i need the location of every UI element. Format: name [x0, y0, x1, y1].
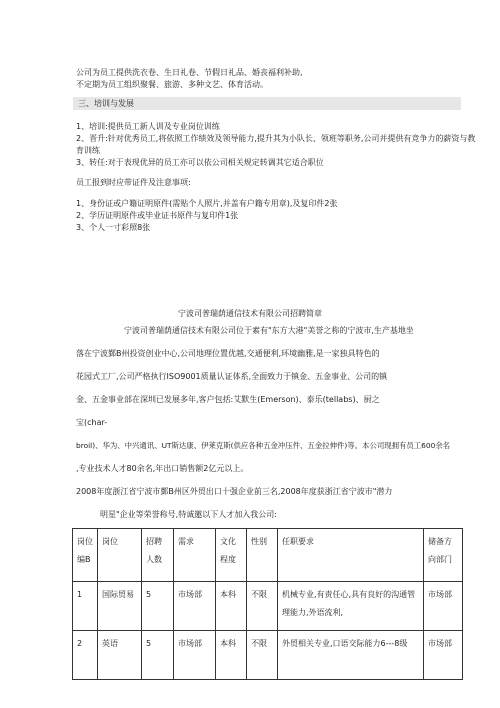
cell-education: 本科 [216, 631, 247, 680]
recruit-line-2: 落在宁波鄞B州投资创业中心,公司地理位置优越,交通便利,环境幽雅,是一家独具特色的 [76, 349, 380, 358]
cell-demand: 市场部 [174, 631, 216, 680]
docs-item-1: 1、身份证或户籍证明原件(需贴个人照片,并盖有户籍专用章),及复印件2张 [76, 199, 338, 208]
recruit-line-8: 2008年度浙江省宁波市鄞B州区外贸出口十强企业前三名,2008年度获浙江省宁波市"潜力 [76, 487, 393, 496]
intro-line-2: 不定期为员工组织聚餐、旅游、多种文艺、体育活动。 [76, 80, 268, 89]
intro-line-1: 公司为员工提供洗衣卷、生日礼卷、节假日礼品、婚丧福利补助, [76, 68, 303, 77]
recruit-line-7: ,专业技术人才80余名,年出口销售额2亿元以上。 [76, 464, 249, 473]
header-requirements: 任职要求 [278, 529, 424, 582]
header-job: 岗位 [98, 529, 142, 582]
cell-headcount: 5 [142, 631, 174, 680]
recruit-line-9: 明星"企业等荣誉称号,特诚邀以下人才加入我公司: [100, 510, 277, 519]
cell-reserve-dept: 市场部 [424, 631, 463, 680]
recruit-title: 宁波司普瑞荫通信技术有限公司招聘简章 [178, 309, 322, 318]
cell-reserve-dept: 市场部 [424, 582, 463, 631]
cell-requirements: 外贸相关专业,口语交际能力6---8级 [278, 631, 424, 680]
header-headcount: 招聘人数 [142, 529, 174, 582]
table-row [73, 631, 463, 680]
training-item-3: 3、转任:对于表现优异的员工亦可以依公司相关规定转调其它适合职位 [76, 158, 324, 167]
cell-job: 国际贸易 [98, 582, 142, 631]
cell-gender: 不限 [247, 582, 278, 631]
cell-job: 英语 [98, 631, 142, 680]
recruit-line-5: 宝(char- [76, 418, 108, 427]
header-reserve-dept: 储备方向部门 [424, 529, 463, 582]
table-header-row [73, 529, 463, 582]
docs-item-3: 3、个人一寸彩照8张 [76, 223, 151, 232]
header-gender: 性别 [247, 529, 278, 582]
cell-headcount: 5 [142, 582, 174, 631]
training-item-2-cont: 育训练 [76, 146, 100, 155]
recruit-line-4: 金、五金事业部在深圳已发展多年,客户包括:艾默生(Emerson)、泰乐(tellabs)、厨之 [76, 395, 380, 404]
header-job-id: 岗位编B [73, 529, 98, 582]
cell-gender: 不限 [247, 631, 278, 680]
jobs-table [72, 528, 463, 680]
training-item-2: 2、晋升:针对优秀员工,将依照工作绩效及领导能力,提升其为小队长、领班等职务,公司并提供有竞争力的薪资与教 [76, 134, 476, 143]
cell-education: 本科 [216, 582, 247, 631]
cell-job-id: 2 [73, 631, 98, 680]
cell-demand: 市场部 [174, 582, 216, 631]
recruit-line-3: 花园式工厂,公司严格执行ISO9001质量认证体系,全面致力于镇金、五金事业、公司的镇 [76, 372, 388, 381]
recruit-line-1: 宁波司普瑞荫通信技术有限公司位于素有"东方大港"美誉之称的宁波市,生产基地坐 [124, 326, 414, 335]
training-item-1: 1、培训:提供员工新人训及专业岗位训练 [76, 122, 220, 131]
docs-heading: 员工报到时应带证件及注意事项: [76, 178, 191, 187]
recruit-line-6: broil)、华为、中兴通讯、UT斯达康、伊莱克斯(供应各种五金冲压件、五金拉伸件)等。本公司现拥有员工600余名 [76, 441, 451, 450]
table-row [73, 582, 463, 631]
header-education: 文化程度 [216, 529, 247, 582]
docs-item-2: 2、学历证明原件或毕业证书原件与复印件1张 [76, 211, 239, 220]
header-demand: 需求 [174, 529, 216, 582]
cell-job-id: 1 [73, 582, 98, 631]
cell-requirements: 机械专业,有责任心,具有良好的沟通管理能力,外语流利, [278, 582, 424, 631]
section-heading-training: 三、培训与发展 [73, 97, 461, 110]
